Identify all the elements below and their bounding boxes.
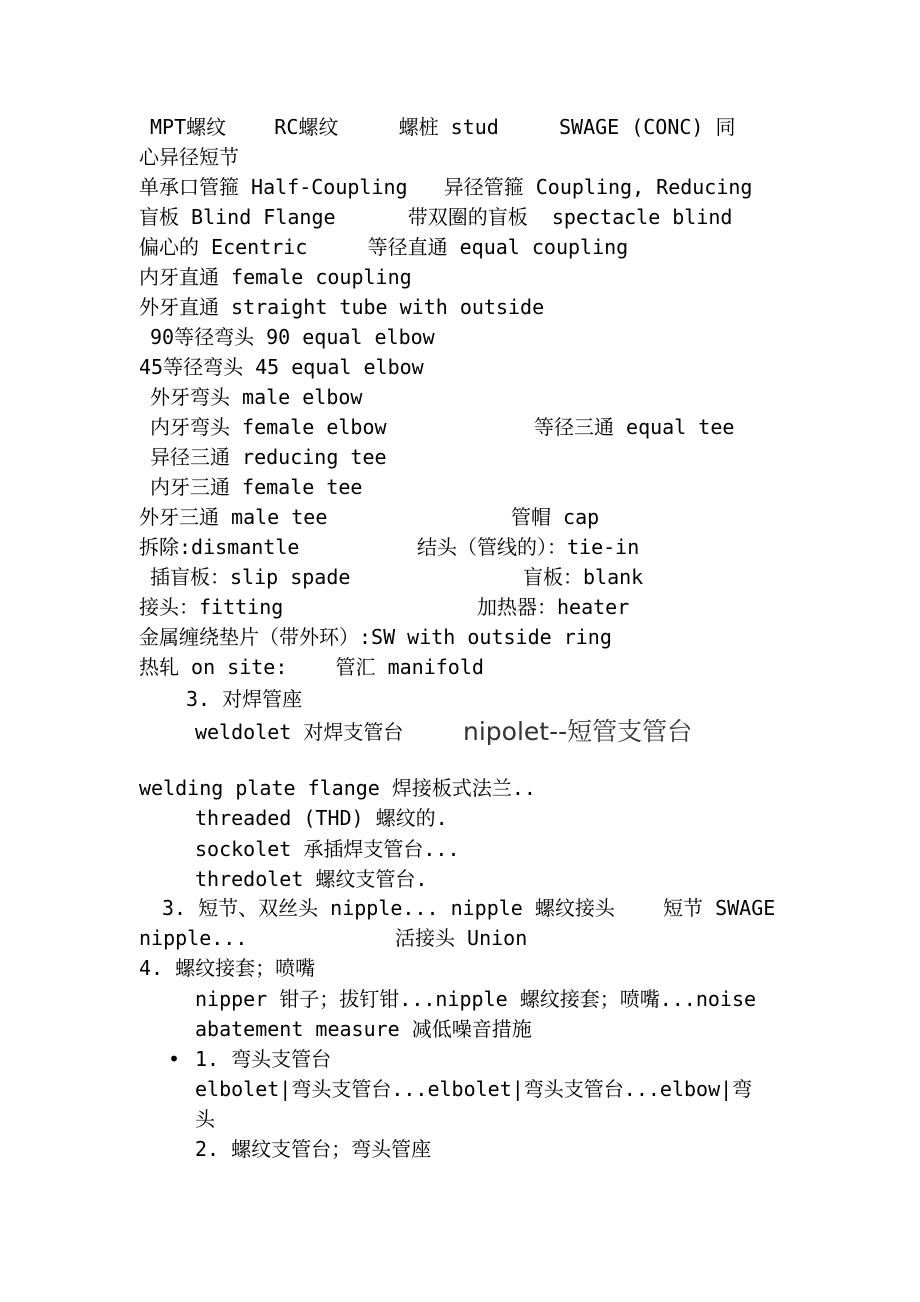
line-cap: 管帽 cap (511, 505, 600, 529)
line-45-elbow: 45等径弯头 45 equal elbow (139, 355, 424, 379)
line-on-site: 热轧 on site: 管汇 manifold (139, 655, 484, 679)
line-half-coupling: 单承口管箍 Half-Coupling 异径管箍 Coupling, Reducing (139, 175, 753, 199)
line-nipolet: nipolet--短管支管台 (463, 717, 693, 746)
line-slip-spade: 插盲板：slip spade (150, 565, 351, 589)
line-male-tee: 外牙三通 male tee (139, 505, 328, 529)
line-fitting: 接头：fitting (139, 595, 284, 619)
line-section-4: 4. 螺纹接套；喷嘴 (139, 956, 316, 980)
line-welding-plate: welding plate flange 焊接板式法兰.. (139, 776, 536, 800)
line-abatement: abatement measure 减低噪音措施 (195, 1017, 532, 1041)
line-section-3b: 3. 短节、双丝头 nipple... nipple 螺纹接头 短节 SWAGE (162, 896, 776, 920)
line-straight-tube: 外牙直通 straight tube with outside (139, 295, 545, 319)
line-threaded: threaded (THD) 螺纹的. (195, 806, 448, 830)
line-mpt: MPT螺纹 RC螺纹 螺桩 stud SWAGE (CONC) 同 (150, 115, 736, 139)
line-male-elbow: 外牙弯头 male elbow (150, 385, 363, 409)
line-ecentric: 偏心的 Ecentric 等径直通 equal coupling (139, 235, 629, 259)
line-thredolet: thredolet 螺纹支管台. (195, 867, 428, 891)
line-heater: 加热器：heater (477, 595, 630, 619)
line-elbolet: elbolet|弯头支管台...elbolet|弯头支管台...elbow|弯 (195, 1077, 753, 1101)
line-female-elbow: 内牙弯头 female elbow (150, 415, 387, 439)
line-weldolet: weldolet 对焊支管台 (195, 720, 404, 744)
line-blind-flange: 盲板 Blind Flange 带双圈的盲板 spectacle blind (139, 205, 733, 229)
line-sw-ring: 金属缠绕垫片（带外环）:SW with outside ring (139, 625, 612, 649)
line-equal-tee: 等径三通 equal tee (534, 415, 735, 439)
line-elbolet-title: 1. 弯头支管台 (195, 1047, 332, 1071)
line-female-tee: 内牙三通 female tee (150, 475, 363, 499)
line-thread-branch: 2. 螺纹支管台；弯头管座 (195, 1137, 432, 1161)
line-female-coupling: 内牙直通 female coupling (139, 265, 412, 289)
list-bullet: • (168, 1047, 181, 1071)
line-union: 活接头 Union (395, 926, 528, 950)
line-dismantle: 拆除:dismantle (139, 535, 300, 559)
line-elbolet-cont: 头 (195, 1107, 215, 1131)
line-section-3a: 3. 对焊管座 (186, 687, 303, 711)
line-tie-in: 结头（管线的）：tie-in (417, 535, 640, 559)
line-nipper: nipper 钳子；拔钉钳...nipple 螺纹接套；喷嘴...noise (195, 987, 757, 1011)
line-90-elbow: 90等径弯头 90 equal elbow (150, 325, 435, 349)
line-sockolet: sockolet 承插焊支管台... (195, 837, 460, 861)
line-blank: 盲板：blank (523, 565, 644, 589)
line-swage-cont: 心异径短节 (139, 145, 239, 169)
line-nipple-cont: nipple... (139, 926, 248, 950)
line-reducing-tee: 异径三通 reducing tee (150, 445, 387, 469)
